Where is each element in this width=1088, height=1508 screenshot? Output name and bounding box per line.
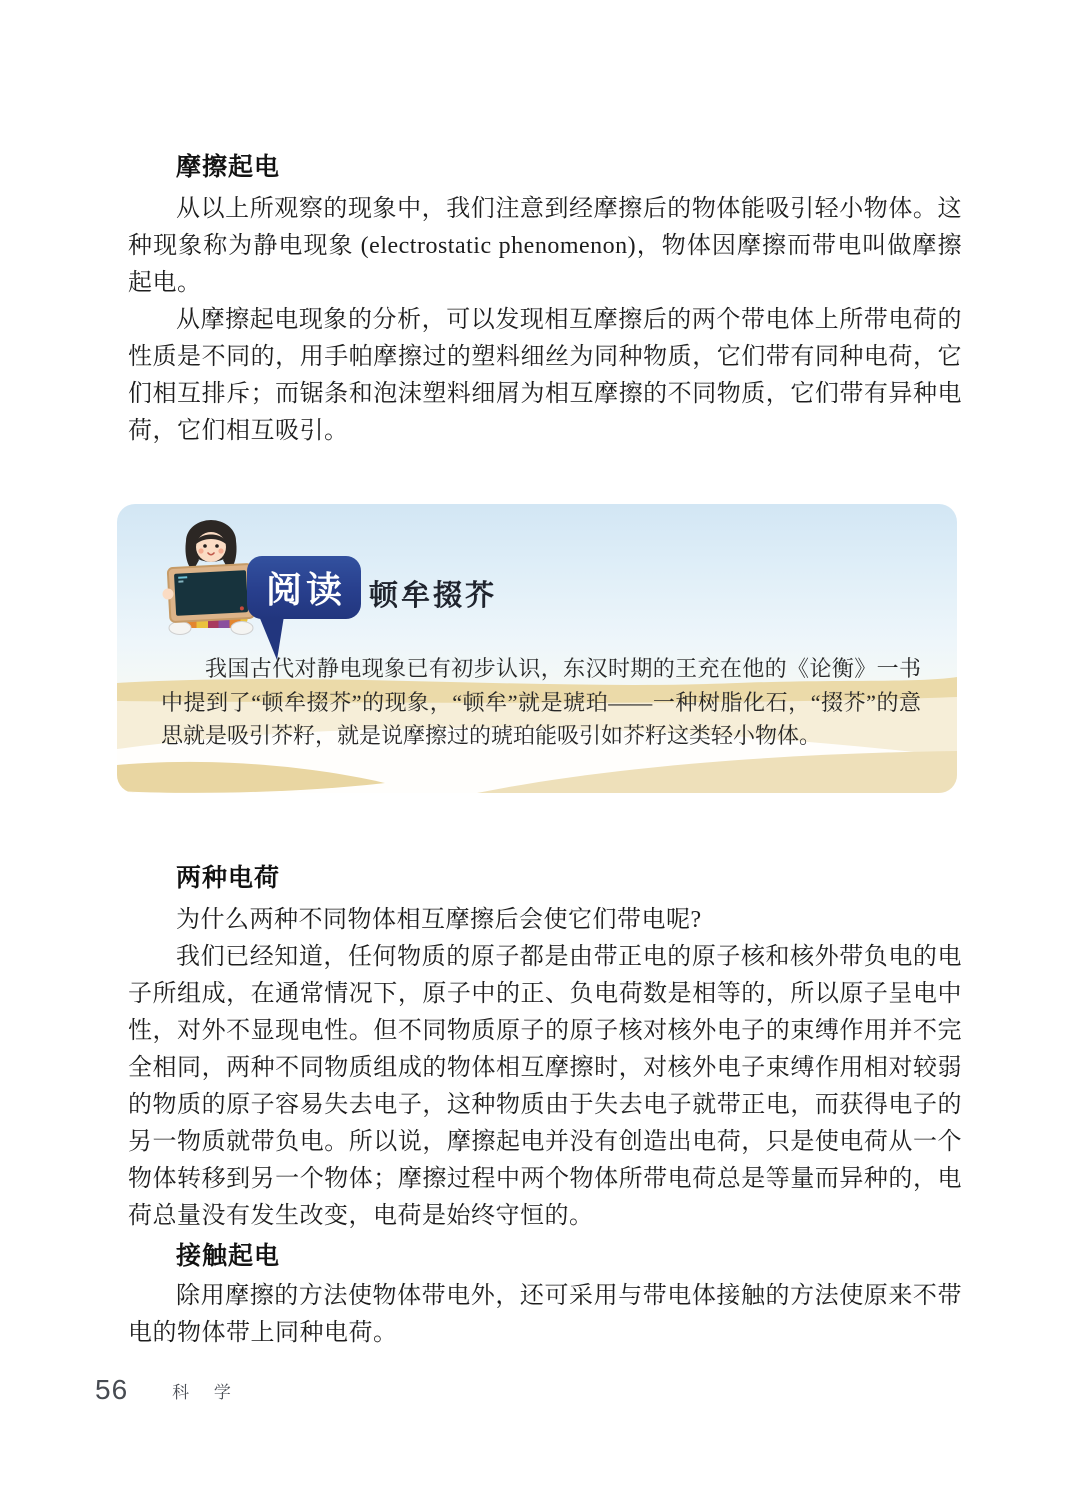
page-number: 56: [95, 1374, 129, 1405]
reading-tag-label: 阅读: [265, 569, 346, 610]
friction-paragraph-2: 从摩擦起电现象的分析，可以发现相互摩擦后的两个带电体上所带电荷的性质是不同的，用手帕摩擦过的塑料细丝为同种物质，它们带有同种电荷，它们相互排斥；而锯条和泡沫塑料细屑为相互摩擦的不同物质，它们带有异种电荷，它们相互吸引。: [128, 307, 962, 444]
content-column: [128, 152, 962, 1352]
contact-paragraph: 除用摩擦的方法使物体带电外，还可采用与带电体接触的方法使原来不带电的物体带上同种电荷。: [128, 1283, 962, 1346]
section-charges-heading: 两种电荷: [176, 864, 281, 892]
reading-tag-bubble: [247, 556, 361, 619]
section-friction-heading: 摩擦起电: [176, 153, 281, 181]
page-footer: [95, 1374, 241, 1406]
section-contact-heading: 接触起电: [176, 1242, 281, 1270]
reading-title: 顿牟掇芥: [369, 580, 498, 612]
charges-question: 为什么两种不同物体相互摩擦后会使它们带电呢?: [176, 907, 702, 933]
book-title-footer: 科 学: [172, 1382, 241, 1402]
friction-paragraph-1: 从以上所观察的现象中，我们注意到经摩擦后的物体能吸引轻小物体。这种现象称为静电现象 (electrostatic phenomenon)，物体因摩擦而带电叫做摩擦起电。: [128, 196, 962, 296]
charges-paragraph: 我们已经知道，任何物质的原子都是由带正电的原子核和核外带负电的电子所组成，在通常情况下，原子中的正、负电荷数是相等的，所以原子呈电中性，对外不显现电性。但不同物质原子的原子核对核外电子的束缚作用并不完全相同，两种不同物质组成的物体相互摩擦时，对核外电子束缚作用相对较弱的物质的原子容易失去电子，这种物质由于失去电子就带正电，而获得电子的另一物质就带负电。所以说，摩擦起电并没有创造出电荷，只是使电荷从一个物体转移到另一个物体；摩擦过程中两个物体所带电荷总是等量而异种的，电荷总量没有发生改变，电荷是始终守恒的。: [128, 944, 962, 1229]
reading-box: [117, 504, 957, 793]
reading-body-text: 我国古代对静电现象已有初步认识，东汉时期的王充在他的《论衡》一书中提到了“顿牟掇芥”的现象，“顿牟”就是琥珀——一种树脂化石，“掇芥”的意思就是吸引芥籽，就是说摩擦过的琥珀能吸引如芥籽这类轻小物体。: [161, 656, 921, 748]
